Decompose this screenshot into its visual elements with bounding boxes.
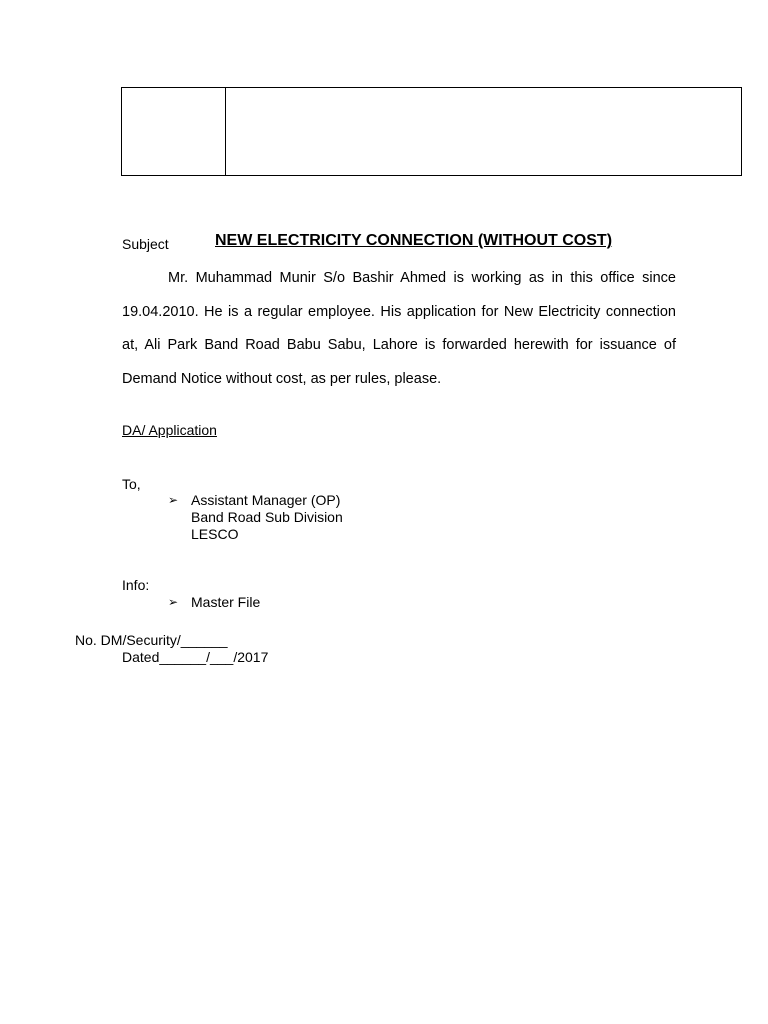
reference-date: Dated______/___/2017 [122, 649, 269, 665]
enclosure-label: DA/ Application [122, 422, 217, 438]
subject-line [122, 232, 682, 254]
subject-label: Subject [122, 236, 169, 252]
header-box-right-cell [226, 88, 741, 175]
header-box-left-cell [122, 88, 226, 175]
body-paragraph: Mr. Muhammad Munir S/o Bashir Ahmed is working as in this office since 19.04.2010. He is a regular employee. His application for New Electricity connection at, Ali Park Band Road Babu Sabu, Lahore is forwarded herewith for issuance of Demand Notice without cost, as per rules, please. [122, 270, 676, 387]
arrow-bullet-icon: ➢ [168, 493, 179, 507]
reference-number: No. DM/Security/______ [75, 632, 228, 648]
arrow-bullet-icon: ➢ [168, 595, 179, 609]
recipient-company: LESCO [191, 526, 239, 542]
subject-title: NEW ELECTRICITY CONNECTION (WITHOUT COST) [215, 232, 613, 249]
recipient-designation: Assistant Manager (OP) [191, 492, 341, 508]
to-label: To, [122, 476, 141, 492]
info-label: Info: [122, 577, 150, 593]
recipient-line-1 [168, 492, 343, 509]
info-block [168, 594, 260, 611]
info-line-1 [168, 594, 260, 611]
header-box [121, 87, 742, 176]
recipient-office: Band Road Sub Division [191, 509, 343, 525]
recipient-block [168, 492, 343, 543]
info-item: Master File [191, 594, 261, 610]
